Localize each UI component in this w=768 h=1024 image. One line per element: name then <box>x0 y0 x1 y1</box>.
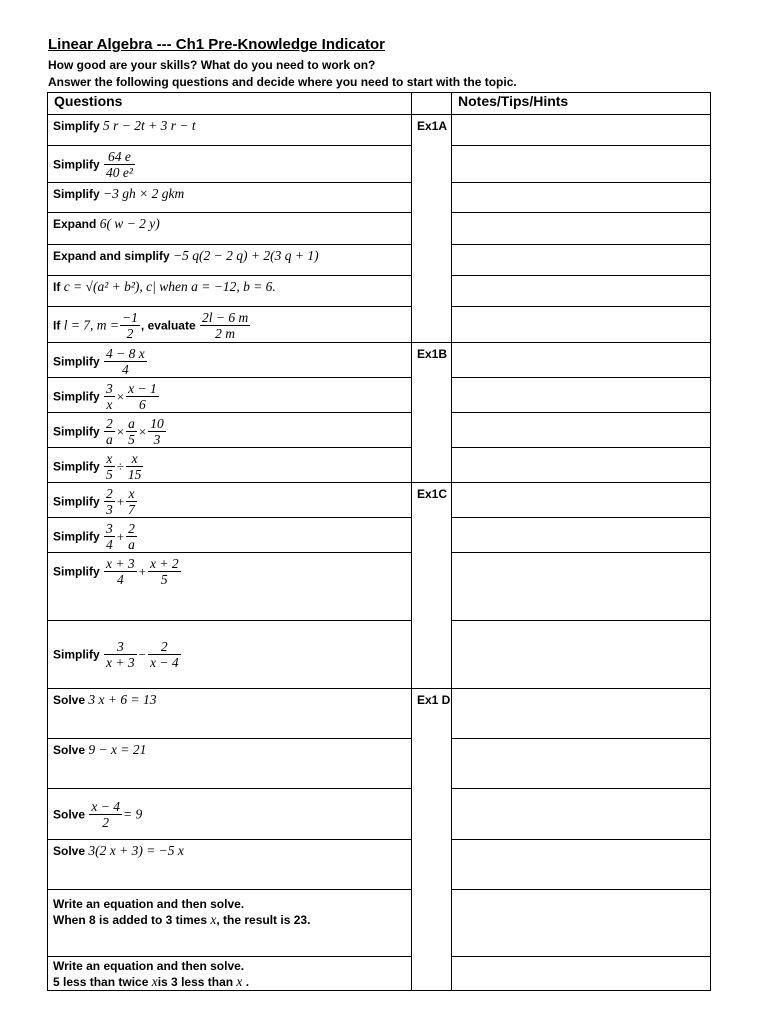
fraction <box>104 639 137 670</box>
instruction-line-2: Answer the following questions and decide where you need to start with the topic. <box>48 75 517 89</box>
question-word: Simplify <box>53 157 100 172</box>
section-label-ex1b: Ex1B <box>412 343 452 483</box>
table-row <box>48 183 711 213</box>
operator: ÷ <box>116 458 124 474</box>
question-word: Solve <box>53 807 86 821</box>
question-19 <box>48 840 412 890</box>
notes-cell[interactable] <box>452 553 711 621</box>
denominator: a <box>106 432 113 447</box>
denominator: 7 <box>128 502 135 517</box>
notes-cell[interactable] <box>452 448 711 483</box>
notes-cell[interactable] <box>452 957 711 991</box>
table-row <box>48 483 711 518</box>
variable: x <box>151 974 158 989</box>
table-row <box>48 689 711 739</box>
question-5 <box>48 245 412 276</box>
table-row <box>48 840 711 890</box>
statement-text: 5 less than twice <box>53 975 152 989</box>
numerator: 3 <box>106 381 113 396</box>
fraction <box>126 381 159 412</box>
expression: l = 7, m = <box>63 317 120 333</box>
question-word: If <box>53 318 61 333</box>
question-8 <box>48 343 412 378</box>
statement-text: is 3 less than <box>157 975 237 989</box>
notes-cell[interactable] <box>452 890 711 957</box>
table-row <box>48 739 711 789</box>
denominator: 5 <box>160 572 168 587</box>
question-word: Simplify <box>53 494 100 509</box>
question-6 <box>48 276 412 307</box>
table-row <box>48 789 711 840</box>
table-header-row <box>48 93 711 115</box>
denominator: 2 m <box>215 326 236 341</box>
fraction <box>104 149 135 180</box>
page-title: Linear Algebra --- Ch1 Pre-Knowledge Indicator <box>48 36 385 53</box>
numerator: 2 <box>148 639 181 655</box>
fraction <box>104 451 115 482</box>
question-word: Solve <box>53 844 86 858</box>
statement-text: When 8 is added to 3 times <box>53 913 211 927</box>
variable: x <box>210 912 217 927</box>
numerator: x <box>104 451 115 467</box>
table-row <box>48 115 711 146</box>
numerator: 10 <box>150 416 164 431</box>
notes-cell[interactable] <box>452 276 711 307</box>
expression: 3(2 x + 3) = −5 x <box>88 843 184 858</box>
notes-cell[interactable] <box>452 307 711 343</box>
expression: 3 x + 6 = 13 <box>88 692 157 707</box>
table-row <box>48 621 711 689</box>
notes-cell[interactable] <box>452 621 711 689</box>
notes-cell[interactable] <box>452 115 711 146</box>
question-10 <box>48 413 412 448</box>
expression: 5 r − 2t + 3 r − t <box>103 118 196 133</box>
denominator: 40 e² <box>106 165 133 180</box>
denominator: x + 3 <box>106 655 135 670</box>
notes-cell[interactable] <box>452 378 711 413</box>
notes-cell[interactable] <box>452 689 711 739</box>
numerator: 3 <box>106 521 113 536</box>
question-7 <box>48 307 412 343</box>
question-15 <box>48 621 412 689</box>
fraction <box>120 310 140 341</box>
denominator: 3 <box>153 432 161 447</box>
denominator: 5 <box>106 467 113 482</box>
table-row <box>48 448 711 483</box>
question-13 <box>48 518 412 553</box>
notes-cell[interactable] <box>452 245 711 276</box>
numerator: a <box>128 416 135 431</box>
expression: = 9 <box>122 806 143 821</box>
fraction <box>126 451 144 482</box>
table-row <box>48 245 711 276</box>
operator: × <box>116 423 125 439</box>
question-17 <box>48 739 412 789</box>
question-word: Solve <box>53 743 86 757</box>
numerator: x <box>126 486 137 502</box>
question-statement <box>53 912 411 928</box>
denominator: 2 <box>102 814 110 830</box>
numerator: 2 <box>128 521 135 536</box>
denominator: 5 <box>128 432 135 447</box>
table-row <box>48 146 711 183</box>
section-label-ex1d: Ex1 D <box>412 689 452 991</box>
fraction <box>104 486 115 517</box>
numerator: x + 3 <box>106 556 135 571</box>
question-word: Simplify <box>53 459 100 474</box>
notes-cell[interactable] <box>452 789 711 840</box>
question-word: If <box>53 280 61 294</box>
question-word: Solve <box>53 693 86 707</box>
table-row <box>48 276 711 307</box>
question-word: Simplify <box>53 119 100 133</box>
fraction <box>148 416 166 447</box>
notes-cell[interactable] <box>452 483 711 518</box>
notes-cell[interactable] <box>452 518 711 553</box>
questions-table <box>47 92 711 991</box>
denominator: 3 <box>106 502 113 517</box>
question-instruction: Write an equation and then solve. <box>53 897 245 911</box>
expression: −3 gh × 2 gkm <box>103 186 185 201</box>
question-16 <box>48 689 412 739</box>
question-4 <box>48 213 412 245</box>
table-row <box>48 957 711 991</box>
fraction <box>104 381 115 412</box>
numerator: −1 <box>122 310 138 325</box>
numerator: 2l − 6 m <box>201 310 249 325</box>
denominator: 15 <box>127 467 142 482</box>
question-instruction: Write an equation and then solve. <box>53 959 245 973</box>
notes-cell[interactable] <box>452 183 711 213</box>
denominator: 4 <box>116 572 124 587</box>
question-word: Simplify <box>53 187 100 201</box>
numerator: 2 <box>106 486 113 501</box>
table-row <box>48 890 711 957</box>
question-9 <box>48 378 412 413</box>
denominator: x <box>106 397 113 412</box>
denominator: 4 <box>106 537 113 552</box>
expression: −5 q(2 − 2 q) + 2(3 q + 1) <box>173 248 319 263</box>
question-14 <box>48 553 412 621</box>
question-11 <box>48 448 412 483</box>
fraction <box>126 486 137 517</box>
statement-text: , the result is 23. <box>216 913 311 927</box>
question-2 <box>48 146 412 183</box>
section-column-header <box>412 93 452 115</box>
expression: 9 − x = 21 <box>88 742 147 757</box>
operator: + <box>116 528 125 544</box>
operator: + <box>138 563 146 579</box>
table-row <box>48 553 711 621</box>
variable: x <box>236 974 243 989</box>
numerator: x + 2 <box>149 556 179 571</box>
notes-cell[interactable] <box>452 146 711 183</box>
question-word: Simplify <box>53 424 100 439</box>
question-word: , evaluate <box>140 318 196 333</box>
fraction <box>104 416 115 447</box>
numerator: 4 − 8 x <box>106 346 145 361</box>
section-label-ex1a: Ex1A <box>412 115 452 343</box>
notes-column-header: Notes/Tips/Hints <box>452 93 711 115</box>
numerator: 64 e <box>104 149 135 165</box>
fraction <box>104 521 115 552</box>
fraction <box>200 310 250 341</box>
question-3 <box>48 183 412 213</box>
table-row <box>48 413 711 448</box>
operator: × <box>116 388 125 404</box>
operator: + <box>116 493 125 509</box>
question-word: Simplify <box>53 564 100 579</box>
question-word: Simplify <box>53 529 100 544</box>
notes-cell[interactable] <box>452 739 711 789</box>
denominator: 6 <box>139 397 146 412</box>
notes-cell[interactable] <box>452 840 711 890</box>
notes-cell[interactable] <box>452 413 711 448</box>
question-word: Expand <box>53 217 97 231</box>
question-word: Expand and simplify <box>53 249 170 263</box>
question-12 <box>48 483 412 518</box>
numerator: x <box>126 451 144 467</box>
fraction <box>104 556 137 587</box>
operator: × <box>138 423 147 439</box>
question-18 <box>48 789 412 840</box>
instruction-line-1: How good are your skills? What do you need to work on? <box>48 58 376 72</box>
table-row <box>48 343 711 378</box>
table-row <box>48 307 711 343</box>
notes-cell[interactable] <box>452 213 711 245</box>
expression: 6( w − 2 y) <box>99 216 160 231</box>
fraction <box>126 416 137 447</box>
numerator: x − 1 <box>128 381 157 396</box>
fraction <box>104 346 147 377</box>
question-word: Simplify <box>53 647 100 662</box>
expression: c = √(a² + b²), c| when a = −12, b = 6. <box>63 279 276 294</box>
numerator: x − 4 <box>91 798 120 814</box>
denominator: x − 4 <box>149 655 179 670</box>
fraction <box>126 521 137 552</box>
questions-column-header: Questions <box>48 93 412 115</box>
question-20 <box>48 890 412 957</box>
denominator: 4 <box>122 362 129 377</box>
question-1 <box>48 115 412 146</box>
fraction <box>148 556 181 587</box>
notes-cell[interactable] <box>452 343 711 378</box>
numerator: 2 <box>106 416 113 431</box>
numerator: 3 <box>104 639 137 655</box>
table-row <box>48 378 711 413</box>
denominator: a <box>128 537 135 552</box>
operator: − <box>138 646 146 662</box>
fraction <box>148 639 181 670</box>
question-word: Simplify <box>53 354 100 369</box>
question-21 <box>48 957 412 991</box>
fraction <box>89 799 122 830</box>
question-statement <box>53 974 411 990</box>
section-label-ex1c: Ex1C <box>412 483 452 689</box>
table-row <box>48 213 711 245</box>
table-row <box>48 518 711 553</box>
statement-text: . <box>242 975 250 989</box>
denominator: 2 <box>126 326 134 341</box>
question-word: Simplify <box>53 389 100 404</box>
